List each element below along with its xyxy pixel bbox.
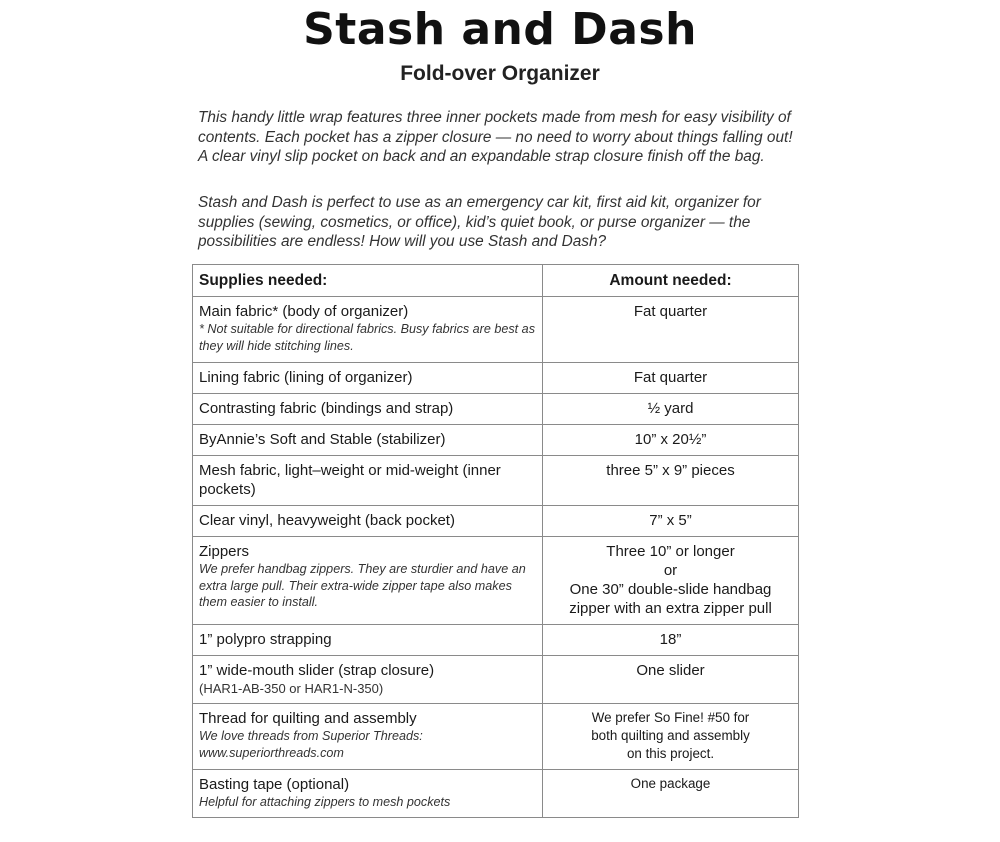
table-row — [193, 506, 799, 537]
page-subtitle: Fold-over Organizer — [400, 62, 600, 85]
amount-text: We prefer So Fine! #50 for — [591, 710, 750, 725]
supply-cell — [193, 704, 543, 770]
supply-cell — [193, 425, 543, 456]
column-header-amount: Amount needed: — [543, 265, 799, 297]
supply-note: We love threads from Superior Threads: www.superiorthreads.com — [199, 729, 423, 760]
supply-name: Lining fabric (lining of organizer) — [199, 369, 413, 386]
amount-text: 18” — [659, 631, 682, 648]
amount-text: 7” x 5” — [649, 512, 692, 529]
supply-name: Contrasting fabric (bindings and strap) — [199, 400, 454, 417]
amount-cell — [543, 456, 799, 506]
supplies-table — [192, 264, 799, 818]
amount-cell — [543, 704, 799, 770]
amount-cell — [543, 537, 799, 625]
supply-note: * Not suitable for directional fabrics. Busy fabrics are best as they will hide stitching lines. — [199, 322, 535, 353]
supply-cell — [193, 656, 543, 704]
amount-text: One package — [630, 776, 711, 791]
table-row — [193, 363, 799, 394]
supply-name: Basting tape (optional) — [199, 776, 350, 793]
supply-cell — [193, 363, 543, 394]
amount-text: on this project. — [626, 746, 715, 761]
amount-text: 10” x 20½” — [634, 431, 707, 448]
supply-cell — [193, 537, 543, 625]
table-row — [193, 456, 799, 506]
amount-text: ½ yard — [647, 400, 694, 417]
intro-paragraph: This handy little wrap features three inner pockets made from mesh for easy visibility of contents. Each pocket has a zipper closure — no need to worry about things falling out! A clear vinyl slip pocket on back and an expandable strap closure finish off the bag. — [198, 109, 793, 166]
table-row — [193, 297, 799, 363]
supply-cell — [193, 625, 543, 656]
supply-name: 1” wide-mouth slider (strap closure) — [199, 662, 435, 679]
table-row — [193, 625, 799, 656]
supply-name: 1” polypro strapping — [199, 631, 332, 648]
table-row — [193, 704, 799, 770]
supply-note: Helpful for attaching zippers to mesh pockets — [199, 795, 451, 809]
column-header-supplies: Supplies needed: — [193, 265, 543, 297]
table-header-row — [193, 265, 799, 297]
supply-cell — [193, 394, 543, 425]
amount-text: three 5” x 9” pieces — [606, 462, 735, 479]
supply-cell — [193, 506, 543, 537]
amount-cell — [543, 506, 799, 537]
supply-name: ByAnnie’s Soft and Stable (stabilizer) — [199, 431, 446, 448]
table-row — [193, 656, 799, 704]
table-row — [193, 537, 799, 625]
supply-name: Zippers — [199, 543, 250, 560]
amount-text: or — [663, 562, 678, 579]
table-row — [193, 394, 799, 425]
supply-cell — [193, 770, 543, 818]
table-row — [193, 770, 799, 818]
supply-note: We prefer handbag zippers. They are sturdier and have an extra large pull. Their extra-wide zipper tape also makes them easier to install. — [199, 562, 526, 609]
amount-text: Fat quarter — [633, 369, 708, 386]
table-row — [193, 425, 799, 456]
amount-text: Fat quarter — [633, 303, 708, 320]
supply-name: Clear vinyl, heavyweight (back pocket) — [199, 512, 455, 529]
amount-text: One 30” double-slide handbag zipper with an extra zipper pull — [569, 581, 772, 617]
supply-cell — [193, 456, 543, 506]
amount-cell — [543, 394, 799, 425]
supply-name: Mesh fabric, light–weight or mid-weight (inner pockets) — [199, 462, 501, 498]
amount-text: One slider — [636, 662, 705, 679]
amount-text: both quilting and assembly — [591, 728, 750, 743]
amount-cell — [543, 363, 799, 394]
supply-cell — [193, 297, 543, 363]
supply-name: Main fabric* (body of organizer) — [199, 303, 409, 320]
supply-detail: (HAR1-AB-350 or HAR1-N-350) — [199, 681, 384, 696]
supply-name: Thread for quilting and assembly — [199, 710, 417, 727]
amount-cell — [543, 770, 799, 818]
amount-cell — [543, 425, 799, 456]
amount-cell — [543, 297, 799, 363]
intro-paragraph: Stash and Dash is perfect to use as an emergency car kit, first aid kit, organizer for supplies (sewing, cosmetics, or office), kid’s quiet book, or purse organizer — the possibilities are endless! How will you use Stash and Dash? — [198, 194, 761, 251]
amount-text: Three 10” or longer — [606, 543, 735, 560]
amount-cell — [543, 625, 799, 656]
page-title: Stash and Dash — [303, 4, 697, 55]
amount-cell — [543, 656, 799, 704]
